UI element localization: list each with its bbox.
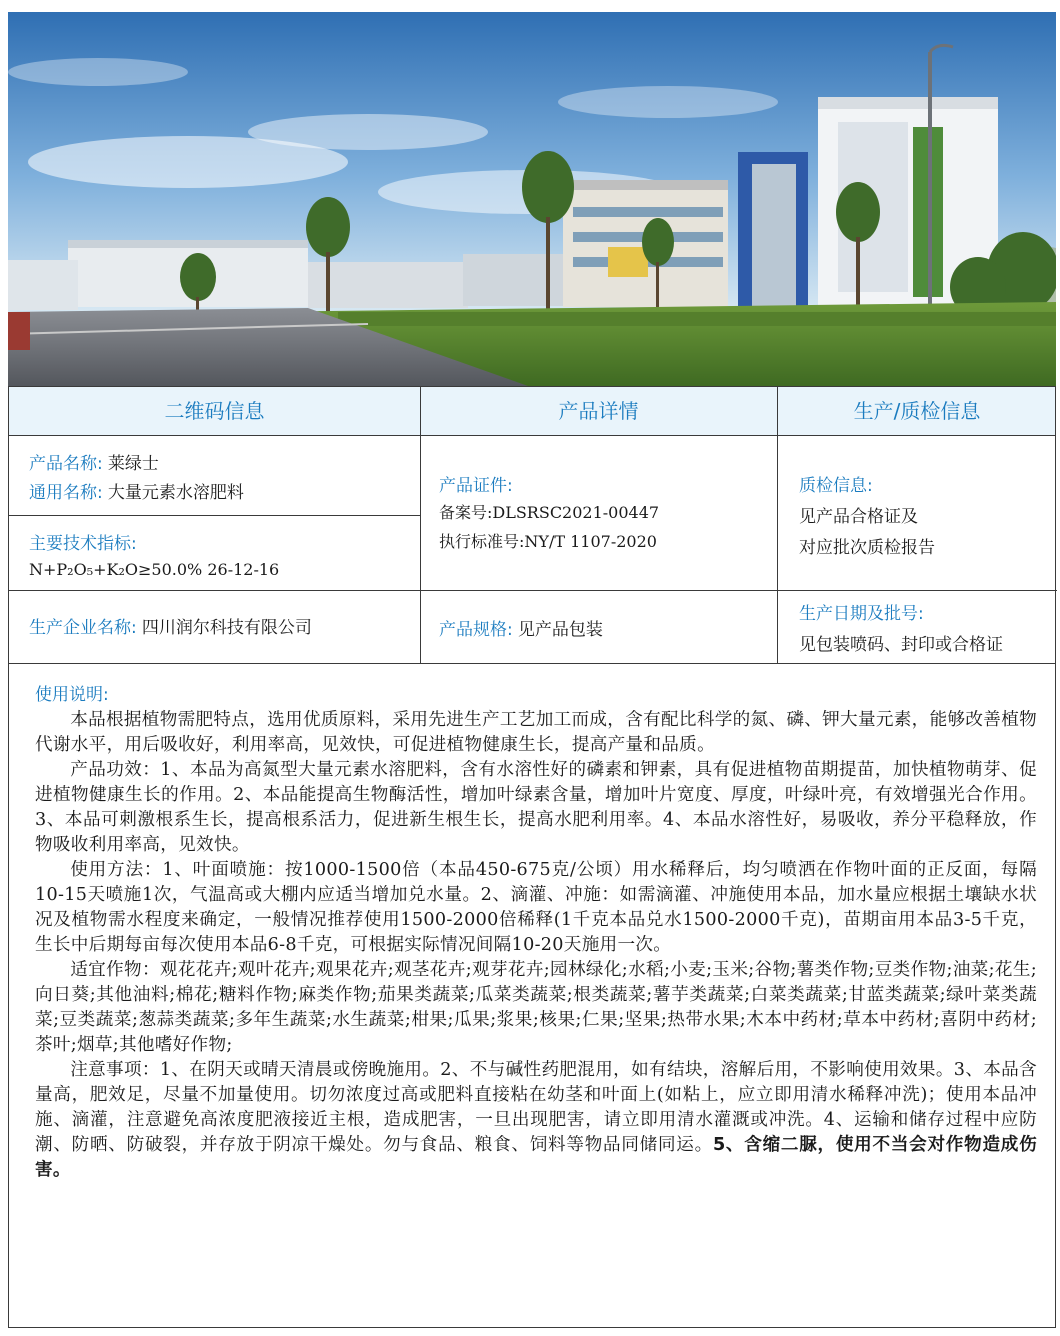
production-date-label: 生产日期及批号: — [799, 604, 924, 624]
record-number: 备案号:DLSRSC2021-00447 — [439, 503, 660, 522]
suitable-crops-paragraph: 适宜作物：观花花卉;观叶花卉;观果花卉;观茎花卉;观芽花卉;园林绿化;水稻;小麦;玉米;谷物;薯类作物;豆类作物;油菜;花生;向日葵;其他油料;棉花;糖料作物;麻类作物;茄果类蔬菜;瓜菜类蔬菜;根类蔬菜;薯芋类蔬菜;白菜类蔬菜;甘蓝类蔬菜;绿叶菜类蔬菜;豆类蔬菜;葱蒜类蔬菜;多年生蔬菜;水生蔬菜;柑果;瓜果;浆果;核果;仁果;坚果;热带水果;木本中药材;草本中药材;喜阴中药材;茶叶;烟草;其他嗜好作物; — [35, 960, 1038, 1055]
qc-info-label: 质检信息: — [799, 476, 873, 496]
precautions-text: 注意事项：1、在阴天或晴天清晨或傍晚施用。2、不与碱性药肥混用，如有结块，溶解后用，不影响使用效果。3、本品含量高，肥效足，尽量不加量使用。切勿浓度过高或肥料直接粘在幼茎和叶面上(如粘上，应立即用清水稀释冲洗)；使用本品冲施、滴灌，注意避免高浓度肥液接近主根，造成肥害，一旦出现肥害，请立即用清水灌溉或冲洗。4、运输和储存过程中应防潮、防晒、防破裂，并存放于阴凉干燥处。勿与食品、粮食、饲料等物品同储同运。 — [35, 1060, 1037, 1155]
manufacturer-label: 生产企业名称: — [29, 618, 137, 638]
manufacturer-value: 四川润尔科技有限公司 — [141, 618, 312, 638]
table-header-row — [9, 387, 1055, 436]
factory-illustration — [8, 12, 1056, 386]
factory-photo — [8, 12, 1056, 386]
qc-info-line-1: 见产品合格证及 — [799, 507, 918, 527]
efficacy-paragraph: 产品功效：1、本品为高氮型大量元素水溶肥料，含有水溶性好的磷素和钾素，具有促进植物苗期提苗，加快植物萌芽、促进植物健康生长的作用。2、本品能提高生物酶活性，增加叶绿素含量，增加叶片宽度、厚度，叶绿叶亮，有效增强光合作用。3、本品可刺激根系生长，提高根系活力，促进新生根生长，提高水肥利用率。4、本品水溶性好，易吸收，养分平稳释放，作物吸收利用率高，见效快。 — [35, 760, 1037, 855]
production-date-value: 见包装喷码、封印或合格证 — [799, 635, 1003, 655]
qc-info-line-2: 对应批次质检报告 — [799, 538, 935, 558]
product-info-table — [8, 386, 1056, 664]
product-name-block — [29, 449, 244, 503]
spec-block — [439, 615, 603, 640]
generic-name-value: 大量元素水溶肥料 — [107, 483, 244, 503]
row-divider — [9, 590, 1057, 591]
product-name-label: 产品名称: — [29, 454, 103, 474]
spec-label: 产品规格: — [439, 620, 513, 640]
header-production-qc: 生产/质检信息 — [853, 399, 981, 423]
usage-title: 使用说明: — [35, 685, 109, 705]
header-product-details: 产品详情 — [558, 399, 639, 423]
column-divider — [420, 387, 421, 663]
usage-method-paragraph: 使用方法：1、叶面喷施：按1000-1500倍（本品450-675克/公顷）用水稀释后，均匀喷洒在作物叶面的正反面，每隔10-15天喷施1次，气温高或大棚内应适当增加兑水量。2、滴灌、冲施：如需滴灌、冲施使用本品，加水量应根据土壤缺水状况及植物需水程度来确定，一般情况推荐使用1500-2000倍稀释(1千克本品兑水1500-2000千克)，苗期亩用本品3-5千克，生长中后期每亩每次使用本品6-8千克，可根据实际情况间隔10-20天施用一次。 — [35, 860, 1037, 955]
certificate-block — [439, 471, 659, 552]
production-date-block — [799, 599, 1003, 655]
column-divider — [777, 387, 778, 663]
row-divider — [9, 515, 420, 516]
precautions-paragraph — [35, 1058, 1037, 1183]
usage-instructions — [8, 664, 1056, 1328]
intro-paragraph: 本品根据植物需肥特点，选用优质原料，采用先进生产工艺加工而成，含有配比科学的氮、磷、钾大量元素，能够改善植物代谢水平，用后吸收好，利用率高，见效快，可促进植物健康生长，提高产量和品质。 — [35, 710, 1037, 755]
tech-spec-value: N+P₂O₅+K₂O≥50.0% 26-12-16 — [29, 560, 280, 579]
certificate-label: 产品证件: — [439, 476, 513, 496]
biuret-warning: 5、含缩二脲，使用不当会对作物造成伤害。 — [35, 1135, 1037, 1180]
header-qr-info: 二维码信息 — [164, 399, 265, 423]
standard-number: 执行标准号:NY/T 1107-2020 — [439, 532, 657, 551]
spec-value: 见产品包装 — [517, 620, 603, 640]
qc-info-block — [799, 471, 935, 558]
tech-spec-label: 主要技术指标: — [29, 534, 137, 554]
tech-spec-block — [29, 529, 279, 579]
generic-name-label: 通用名称: — [29, 483, 103, 503]
product-name-value: 莱绿士 — [107, 454, 159, 474]
manufacturer-block — [29, 613, 312, 638]
